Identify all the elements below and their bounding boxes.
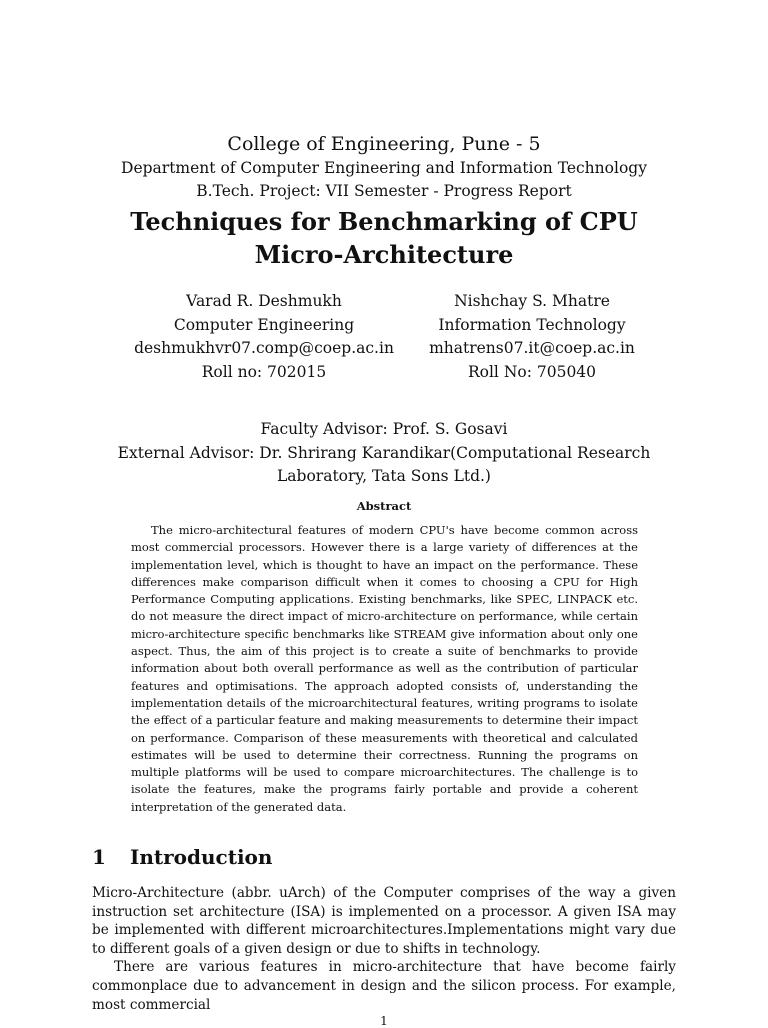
intro-paragraph-2: There are various features in micro-architecture that have become fairly commonplace due to advancement in design and the silicon process. For example, most commercial <box>92 959 676 1013</box>
title-line-2: Micro-Architecture <box>254 240 514 269</box>
author-roll: Roll no: 702015 <box>201 362 327 381</box>
author-block-2 <box>382 290 682 384</box>
paper-title <box>0 205 768 271</box>
title-line-1: Techniques for Benchmarking of CPU <box>130 207 638 236</box>
college-name: College of Engineering, Pune - 5 <box>227 133 541 155</box>
faculty-advisor: Faculty Advisor: Prof. S. Gosavi <box>260 420 508 438</box>
introduction-text <box>92 884 676 1014</box>
section-title: Introduction <box>130 845 273 869</box>
author-email: mhatrens07.it@coep.ac.in <box>429 339 635 357</box>
project-line: B.Tech. Project: VII Semester - Progress Report <box>196 182 572 200</box>
advisors-block <box>90 418 678 489</box>
section-heading <box>92 845 272 869</box>
page-number: 1 <box>380 1014 388 1028</box>
abstract-body: The micro-architectural features of modern CPU's have become common across most commercial processors. However there is a large variety of differences at the implementation level, which is thought to have an impact on the performance. These differences make comparison difficult when it comes to choosing a CPU for High Performance Computing applications. Existing benchmarks, like SPEC, LINPACK etc. do not measure the direct impact of micro-architecture on performance, while certain micro-architecture specific benchmarks like STREAM give information about only one aspect. Thus, the aim of this project is to create a suite of benchmarks to provide information about both overall performance as well as the contribution of particular features and optimisations. The approach adopted consists of, understanding the implementation details of the microarchitectural features, writing programs to isolate the effect of a particular feature and making measurements to determine their impact on performance. Comparison of these measurements with theoretical and calculated estimates will be used to determine their correctness. Running the programs on multiple platforms will be used to compare microarchitectures. The challenge is to isolate the features, make the programs fairly portable and provide a coherent interpretation of the generated data. <box>131 523 638 814</box>
author-roll: Roll No: 705040 <box>467 362 597 381</box>
abstract-heading: Abstract <box>356 499 412 513</box>
intro-paragraph-1: Micro-Architecture (abbr. uArch) of the Computer comprises of the way a given instruction set architecture (ISA) is implemented on a processor. A given ISA may be implemented with different microarchitectures.Implementations might vary due to different goals of a given design or due to shifts in technology. <box>92 885 676 957</box>
section-number: 1 <box>92 845 106 869</box>
author-name: Nishchay S. Mhatre <box>454 292 610 310</box>
author-block-1 <box>114 290 414 384</box>
author-name: Varad R. Deshmukh <box>186 292 342 310</box>
author-email: deshmukhvr07.comp@coep.ac.in <box>134 339 394 357</box>
external-advisor: External Advisor: Dr. Shrirang Karandikar(Computational Research Laboratory, Tata Sons Ltd.) <box>117 443 651 485</box>
author-branch: Computer Engineering <box>173 315 355 334</box>
department-name: Department of Computer Engineering and Information Technology <box>121 159 647 177</box>
author-branch: Information Technology <box>438 315 626 334</box>
